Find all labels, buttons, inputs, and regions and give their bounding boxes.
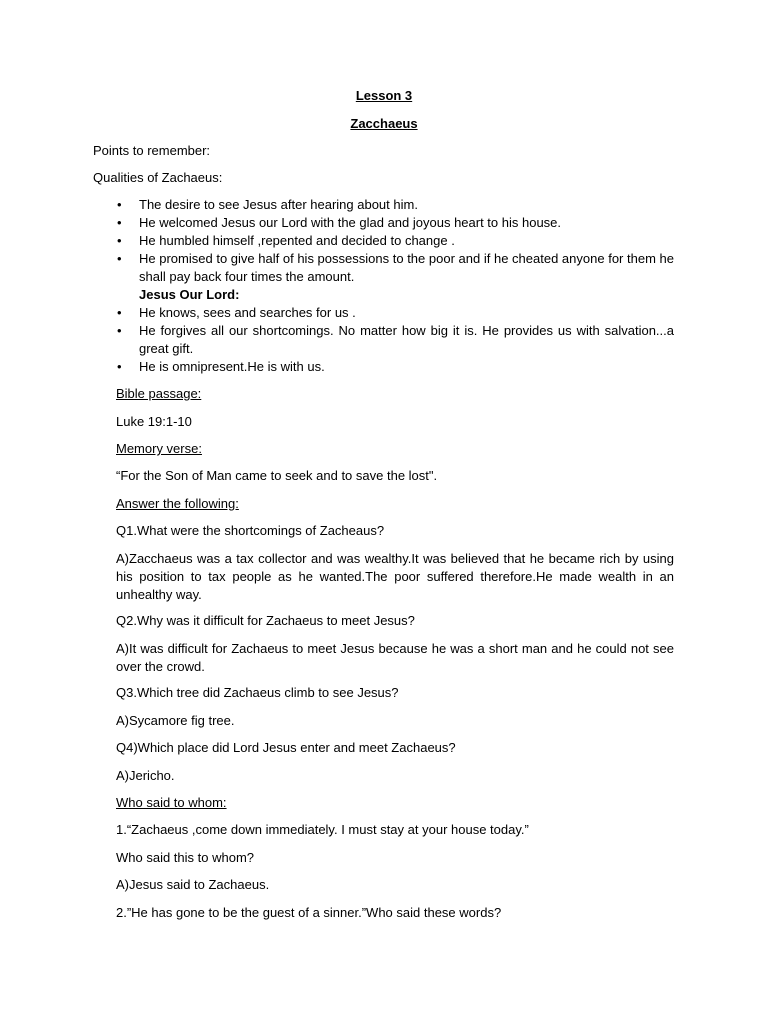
bullet-icon: • [117, 233, 122, 248]
qualities-list [93, 196, 674, 376]
memory-verse: “For the Son of Man came to seek and to save the lost". [116, 468, 438, 483]
list-item: • He welcomed Jesus our Lord with the glad and joyous heart to his house. [117, 215, 562, 230]
list-item: • He is omnipresent.He is with us. [117, 359, 325, 374]
bullet-icon: • [117, 215, 122, 230]
answer-2: A)It was difficult for Zachaeus to meet Jesus because he was a short man and he could not see over the crowd. [116, 641, 674, 674]
question-1: Q1.What were the shortcomings of Zacheaus? [116, 523, 385, 538]
qualities-label: Qualities of Zachaeus: [93, 170, 223, 185]
list-item: • He promised to give half of his possessions to the poor and if he cheated anyone for them he shall pay back four times the amount. [117, 251, 674, 284]
who-said-label: Who said to whom: [116, 795, 227, 810]
answer-1: A)Zacchaeus was a tax collector and was wealthy.It was believed that he became rich by using his position to tax people as he wanted.The poor suffered therefore.He made wealth in an unhealthy way. [116, 551, 674, 602]
question-3: Q3.Which tree did Zachaeus climb to see Jesus? [116, 685, 399, 700]
quote-1-answer: A)Jesus said to Zachaeus. [116, 877, 270, 892]
answer-4: A)Jericho. [116, 768, 175, 783]
bible-reference: Luke 19:1-10 [116, 414, 192, 429]
list-item: • The desire to see Jesus after hearing about him. [117, 197, 418, 212]
quote-2: 2.”He has gone to be the guest of a sinner.”Who said these words? [116, 905, 502, 920]
quote-1: 1.“Zachaeus ,come down immediately. I must stay at your house today.” [116, 822, 529, 837]
bullet-icon: • [117, 323, 122, 338]
question-4: Q4)Which place did Lord Jesus enter and meet Zachaeus? [116, 740, 456, 755]
memory-verse-label: Memory verse: [116, 441, 202, 456]
points-label: Points to remember: [93, 143, 211, 158]
answer-label: Answer the following: [116, 496, 239, 511]
list-item: • He knows, sees and searches for us . [117, 305, 356, 320]
jesus-heading: Jesus Our Lord: [139, 287, 240, 302]
bullet-icon: • [117, 197, 122, 212]
question-2: Q2.Why was it difficult for Zachaeus to meet Jesus? [116, 613, 415, 628]
list-item: • He forgives all our shortcomings. No matter how big it is. He provides us with salvation...a great gift. [117, 323, 674, 356]
answer-3: A)Sycamore fig tree. [116, 713, 235, 728]
lesson-number: Lesson 3 [355, 88, 413, 103]
bible-passage-label: Bible passage: [116, 386, 202, 401]
quote-1-question: Who said this to whom? [116, 850, 255, 865]
bullet-icon: • [117, 305, 122, 320]
page-title: Zacchaeus [350, 116, 418, 131]
list-item: • He humbled himself ,repented and decided to change . [117, 233, 455, 248]
bullet-icon: • [117, 251, 122, 266]
bullet-icon: • [117, 359, 122, 374]
